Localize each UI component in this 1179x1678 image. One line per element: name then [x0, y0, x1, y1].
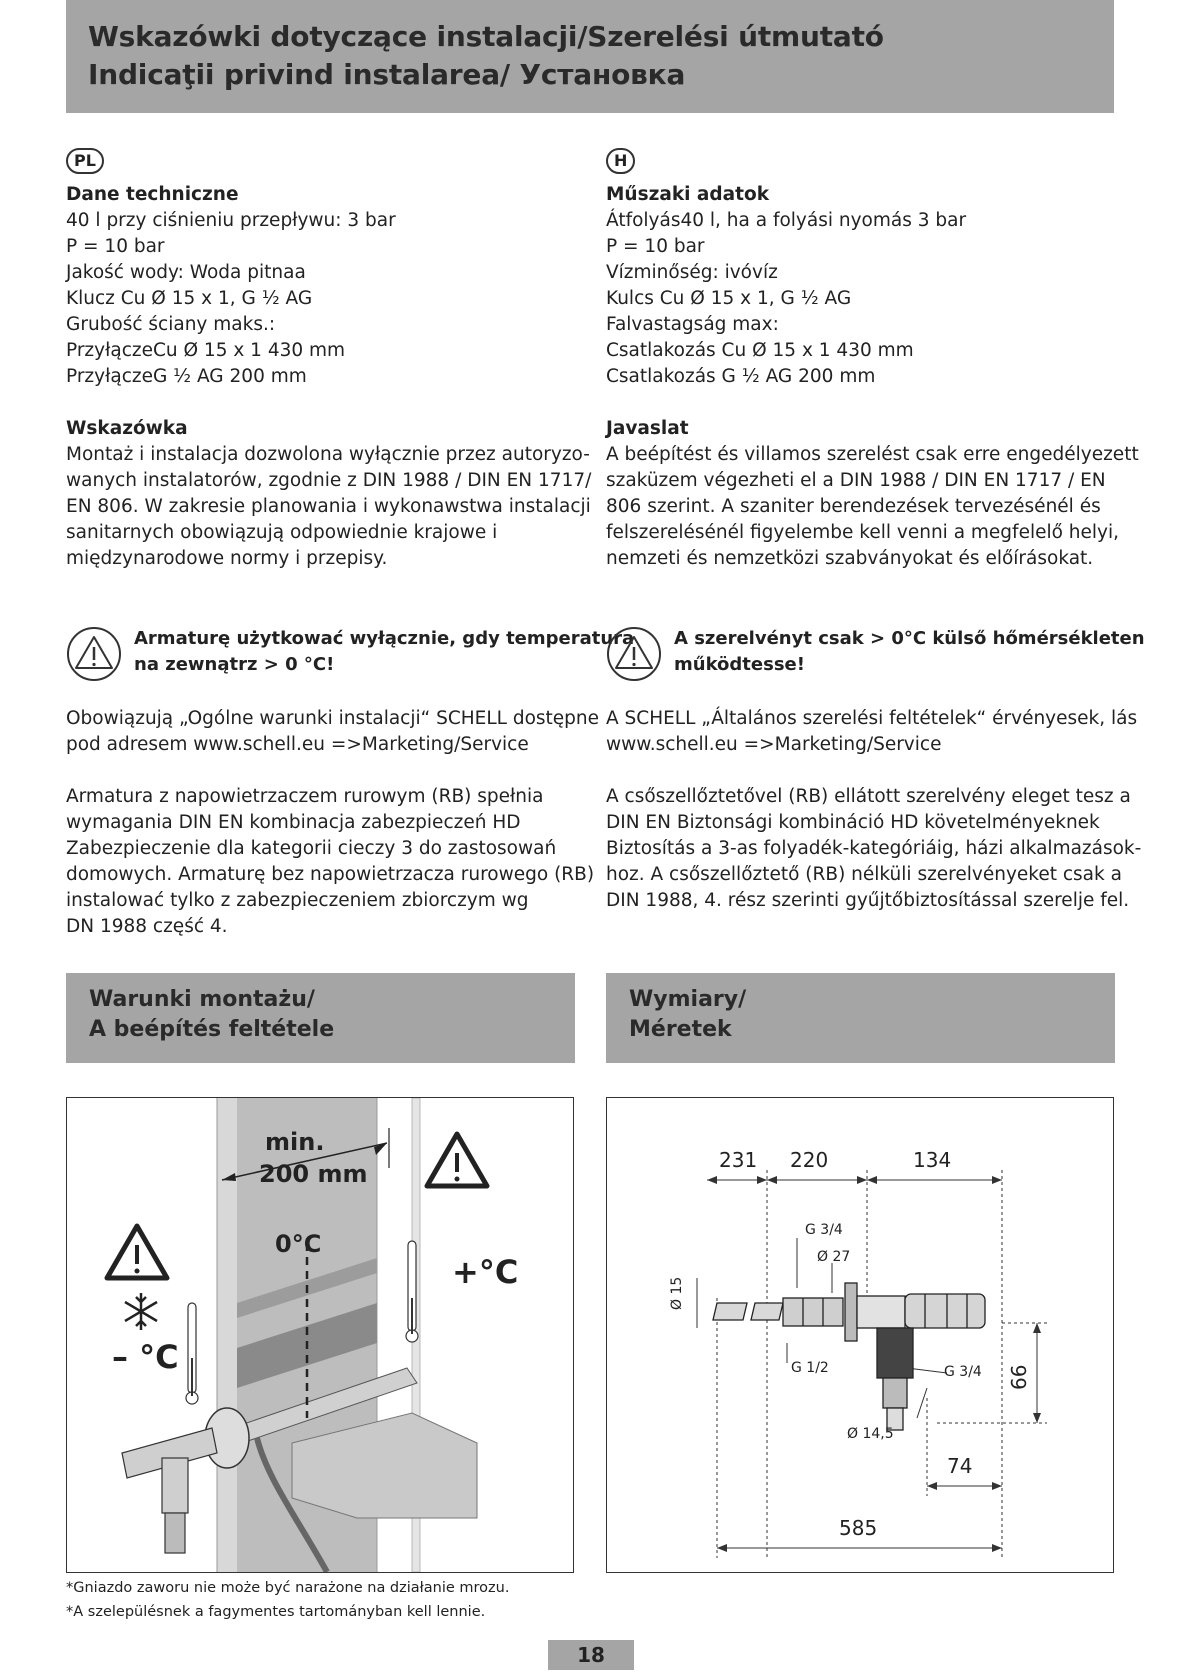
dim-585: 585 [839, 1516, 878, 1540]
hu-warning [606, 626, 1145, 686]
hungarian-column [606, 148, 1139, 572]
dims-header-line2: Méretek [629, 1017, 732, 1042]
dim-134: 134 [913, 1148, 952, 1172]
hu-tech-line: Vízminőség: ivóvíz [606, 262, 778, 283]
warning-icon [66, 626, 122, 682]
plus-temperature-label: +°C [452, 1253, 519, 1291]
lang-badge-hu: H [606, 148, 635, 174]
pl-tech-line: PrzyłączeCu Ø 15 x 1 430 mm [66, 340, 346, 361]
lang-badge-pl: PL [66, 148, 104, 174]
install-conditions-header [66, 973, 575, 1063]
dims-header-line1: Wymiary/ [629, 987, 747, 1012]
hu-para2-line: Biztosítás a 3-as folyadék-kategóriáig, házi alkalmazások- [606, 838, 1142, 859]
dim-66: 66 [1007, 1364, 1031, 1390]
install-header-line2: A beépítés feltétele [89, 1017, 335, 1042]
hu-note-line: felszerelésénél figyelembe kell venni a megfelelő helyi, [606, 522, 1120, 543]
hu-tech-line: Falvastagság max: [606, 314, 779, 335]
pl-para2-line: DN 1988 część 4. [66, 916, 228, 937]
zero-degree-label: 0°C [275, 1230, 322, 1258]
hu-para2-line: DIN EN Biztonsági kombináció HD követelményeknek [606, 812, 1100, 833]
hu-note-line: A beépítést és villamos szerelést csak erre engedélyezett [606, 444, 1139, 465]
pl-note-line: sanitarnych obowiązują odpowiednie krajowe i [66, 522, 498, 543]
hu-paragraphs [606, 706, 1142, 914]
hu-note-line: szaküzem végezheti el a DIN 1988 / DIN EN 1717 / EN [606, 470, 1106, 491]
pl-para1-line: Obowiązują „Ogólne warunki instalacji“ SCHELL dostępne [66, 708, 600, 729]
pl-warning-line: na zewnątrz > 0 °C! [134, 654, 335, 675]
pl-note-line: międzynarodowe normy i przepisy. [66, 548, 388, 569]
diameter-14-5: Ø 14,5 [847, 1426, 894, 1442]
hu-tech-line: Csatlakozás G ½ AG 200 mm [606, 366, 876, 387]
hu-tech-heading: Műszaki adatok [606, 184, 769, 205]
pl-note-heading: Wskazówka [66, 418, 188, 439]
pl-note-line: Montaż i instalacja dozwolona wyłącznie przez autoryzo- [66, 444, 590, 465]
hu-tech-line: Átfolyás40 l, ha a folyási nyomás 3 bar [606, 210, 967, 231]
hu-para2-line: A csőszellőztetővel (RB) ellátott szerelvény eleget tesz a [606, 786, 1131, 807]
page-header [66, 0, 1114, 113]
pl-para2-line: domowych. Armaturę bez napowietrzacza rurowego (RB) [66, 864, 595, 885]
page-number: 18 [548, 1640, 634, 1670]
dimensions-figure [606, 1097, 1114, 1573]
pl-tech-line: 40 l przy ciśnieniu przepływu: 3 bar [66, 210, 396, 231]
thread-g12: G 1/2 [791, 1360, 829, 1376]
pl-note-line: EN 806. W zakresie planowania i wykonawstwa instalacji [66, 496, 591, 517]
footnote-pl: *Gniazdo zaworu nie może być narażone na działanie mrozu. [66, 1580, 510, 1596]
min-distance-label: 200 mm [259, 1160, 368, 1188]
pl-paragraphs [66, 706, 600, 940]
minus-temperature-label: – °C [112, 1338, 179, 1376]
install-header-line1: Warunki montażu/ [89, 987, 315, 1012]
dim-220: 220 [790, 1148, 829, 1172]
page-title-line1: Wskazówki dotyczące instalacji/Szerelési útmutató [88, 20, 884, 53]
hu-para2-line: hoz. A csőszellőztető (RB) nélküli szerelvényeket csak a [606, 864, 1122, 885]
installation-figure [66, 1097, 574, 1573]
polish-column [66, 148, 592, 572]
thread-g34-side: G 3/4 [944, 1364, 982, 1380]
dimensions-drawing [607, 1098, 1113, 1572]
hu-tech-line: Kulcs Cu Ø 15 x 1, G ½ AG [606, 288, 852, 309]
dimensions-header [606, 973, 1115, 1063]
pl-warning [66, 626, 635, 686]
pl-tech-line: Jakość wody: Woda pitnaa [66, 262, 306, 283]
pl-para2-line: wymagania DIN EN kombinacja zabezpieczeń HD [66, 812, 521, 833]
hu-warning-line: A szerelvényt csak > 0°C külső hőmérsékleten [674, 628, 1145, 649]
warning-icon [606, 626, 662, 682]
hu-para2-line: DIN 1988, 4. rész szerinti gyűjtőbiztosítással szerelje fel. [606, 890, 1130, 911]
hu-note-line: nemzeti és nemzetközi szabványokat és előírásokat. [606, 548, 1094, 569]
pl-tech-line: P = 10 bar [66, 236, 165, 257]
pl-para1-line: pod adresem www.schell.eu =>Marketing/Service [66, 734, 529, 755]
pl-tech-line: Grubość ściany maks.: [66, 314, 276, 335]
hu-tech-line: Csatlakozás Cu Ø 15 x 1 430 mm [606, 340, 914, 361]
page-title-line2: Indicaţii privind instalarea/ Установка [88, 58, 686, 91]
pl-para2-line: Zabezpieczenie dla kategorii cieczy 3 do zastosowań [66, 838, 557, 859]
pl-tech-line: Klucz Cu Ø 15 x 1, G ½ AG [66, 288, 313, 309]
thread-g34-top: G 3/4 [805, 1222, 843, 1238]
diameter-15: Ø 15 [669, 1276, 685, 1310]
pl-tech-line: PrzyłączeG ½ AG 200 mm [66, 366, 307, 387]
pl-para2-line: Armatura z napowietrzaczem rurowym (RB) spełnia [66, 786, 544, 807]
footnote-hu: *A szelepülésnek a fagymentes tartományban kell lennie. [66, 1604, 486, 1620]
hu-para1-line: www.schell.eu =>Marketing/Service [606, 734, 942, 755]
min-label: min. [265, 1128, 325, 1156]
hu-note-line: 806 szerint. A szaniter berendezések tervezésénél és [606, 496, 1101, 517]
hu-note-heading: Javaslat [606, 418, 689, 439]
dim-74: 74 [947, 1454, 973, 1478]
hu-para1-line: A SCHELL „Általános szerelési feltételek“ érvényesek, lás [606, 708, 1138, 729]
hu-tech-line: P = 10 bar [606, 236, 705, 257]
diameter-27: Ø 27 [817, 1249, 851, 1265]
pl-tech-heading: Dane techniczne [66, 184, 239, 205]
pl-para2-line: instalować tylko z zabezpieczeniem zbiorczym wg [66, 890, 529, 911]
pl-note-line: wanych instalatorów, zgodnie z DIN 1988 / DIN EN 1717/ [66, 470, 592, 491]
dim-231: 231 [719, 1148, 758, 1172]
pl-warning-line: Armaturę użytkować wyłącznie, gdy temperatura [134, 628, 635, 649]
hu-warning-line: működtesse! [674, 654, 805, 675]
